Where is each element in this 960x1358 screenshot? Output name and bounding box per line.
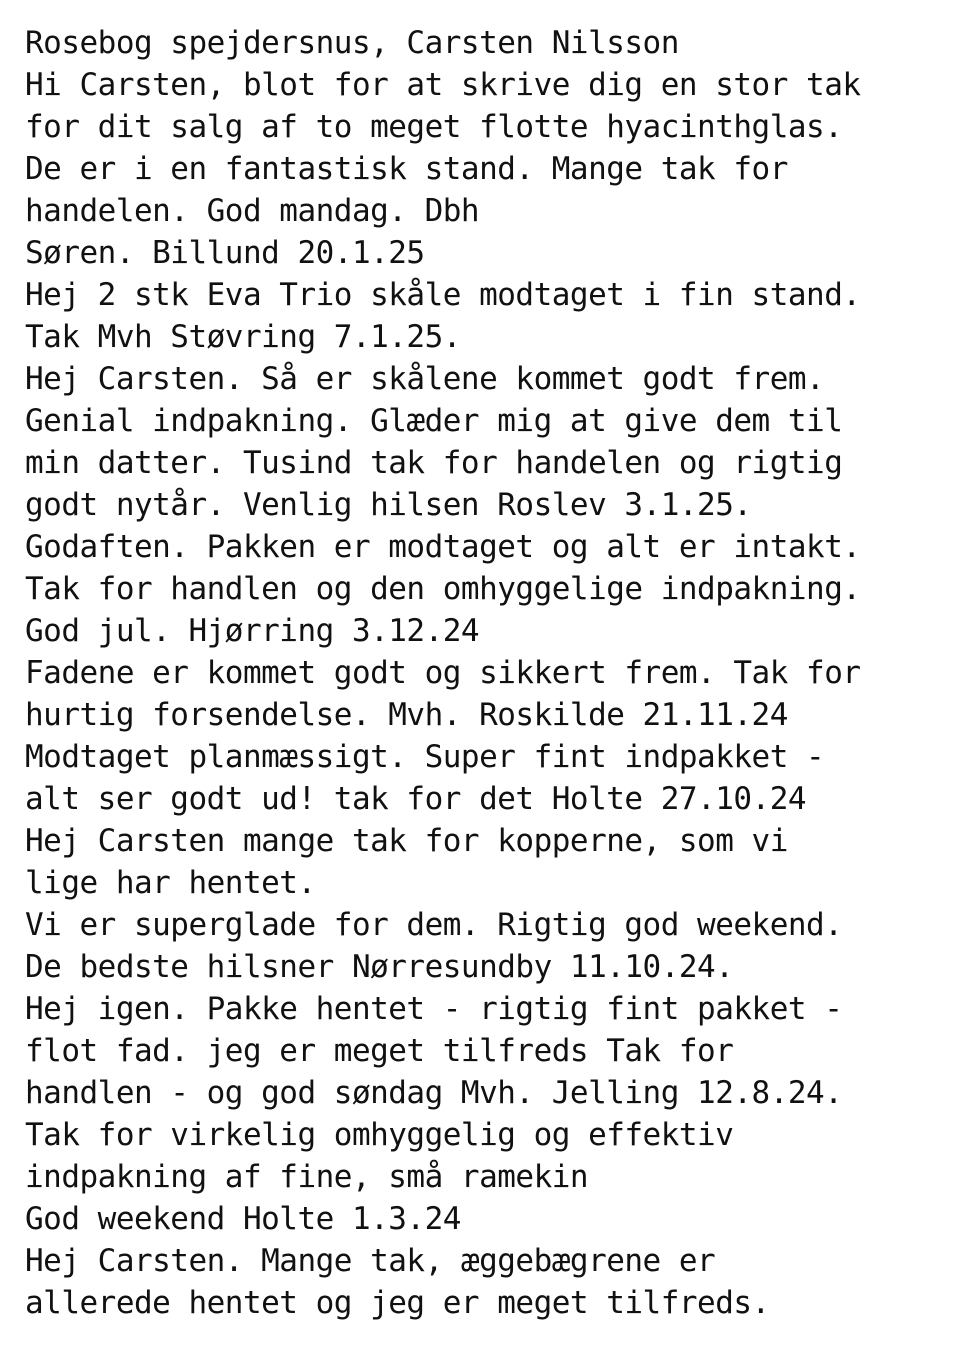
- text-line: Rosebog spejdersnus, Carsten Nilsson: [25, 25, 679, 61]
- text-line: handelen. God mandag. Dbh: [25, 193, 480, 229]
- text-line: godt nytår. Venlig hilsen Roslev 3.1.25.: [25, 487, 752, 523]
- text-line: flot fad. jeg er meget tilfreds Tak for: [25, 1033, 734, 1069]
- text-line: Fadene er kommet godt og sikkert frem. Tak for: [25, 655, 861, 691]
- text-line: Hej 2 stk Eva Trio skåle modtaget i fin stand.: [25, 277, 861, 313]
- text-line: Hej Carsten mange tak for kopperne, som vi: [25, 823, 788, 859]
- text-line: hurtig forsendelse. Mvh. Roskilde 21.11.24: [25, 697, 788, 733]
- text-line: God weekend Holte 1.3.24: [25, 1201, 461, 1237]
- text-line: Hej Carsten. Mange tak, æggebægrene er: [25, 1243, 716, 1279]
- text-line: Søren. Billund 20.1.25: [25, 235, 425, 271]
- text-line: Godaften. Pakken er modtaget og alt er intakt.: [25, 529, 861, 565]
- text-line: Tak for virkelig omhyggelig og effektiv: [25, 1117, 734, 1153]
- text-line: Tak for handlen og den omhyggelige indpakning.: [25, 571, 861, 607]
- text-line: allerede hentet og jeg er meget tilfreds.: [25, 1285, 770, 1321]
- text-line: for dit salg af to meget flotte hyacinthglas.: [25, 109, 843, 145]
- text-line: Hej igen. Pakke hentet - rigtig fint pakket -: [25, 991, 843, 1027]
- text-line: De er i en fantastisk stand. Mange tak for: [25, 151, 788, 187]
- document-text: [25, 22, 940, 1324]
- text-line: Hi Carsten, blot for at skrive dig en stor tak: [25, 67, 861, 103]
- text-line: Genial indpakning. Glæder mig at give dem til: [25, 403, 843, 439]
- text-line: indpakning af fine, små ramekin: [25, 1159, 589, 1195]
- text-line: Vi er superglade for dem. Rigtig god weekend.: [25, 907, 843, 943]
- text-line: handlen - og god søndag Mvh. Jelling 12.8.24.: [25, 1075, 843, 1111]
- text-line: min datter. Tusind tak for handelen og rigtig: [25, 445, 843, 481]
- text-line: alt ser godt ud! tak for det Holte 27.10.24: [25, 781, 807, 817]
- text-line: De bedste hilsner Nørresundby 11.10.24.: [25, 949, 734, 985]
- text-line: Hej Carsten. Så er skålene kommet godt frem.: [25, 361, 825, 397]
- text-line: Tak Mvh Støvring 7.1.25.: [25, 319, 461, 355]
- text-line: lige har hentet.: [25, 865, 316, 901]
- text-line: God jul. Hjørring 3.12.24: [25, 613, 480, 649]
- text-line: Modtaget planmæssigt. Super fint indpakket -: [25, 739, 825, 775]
